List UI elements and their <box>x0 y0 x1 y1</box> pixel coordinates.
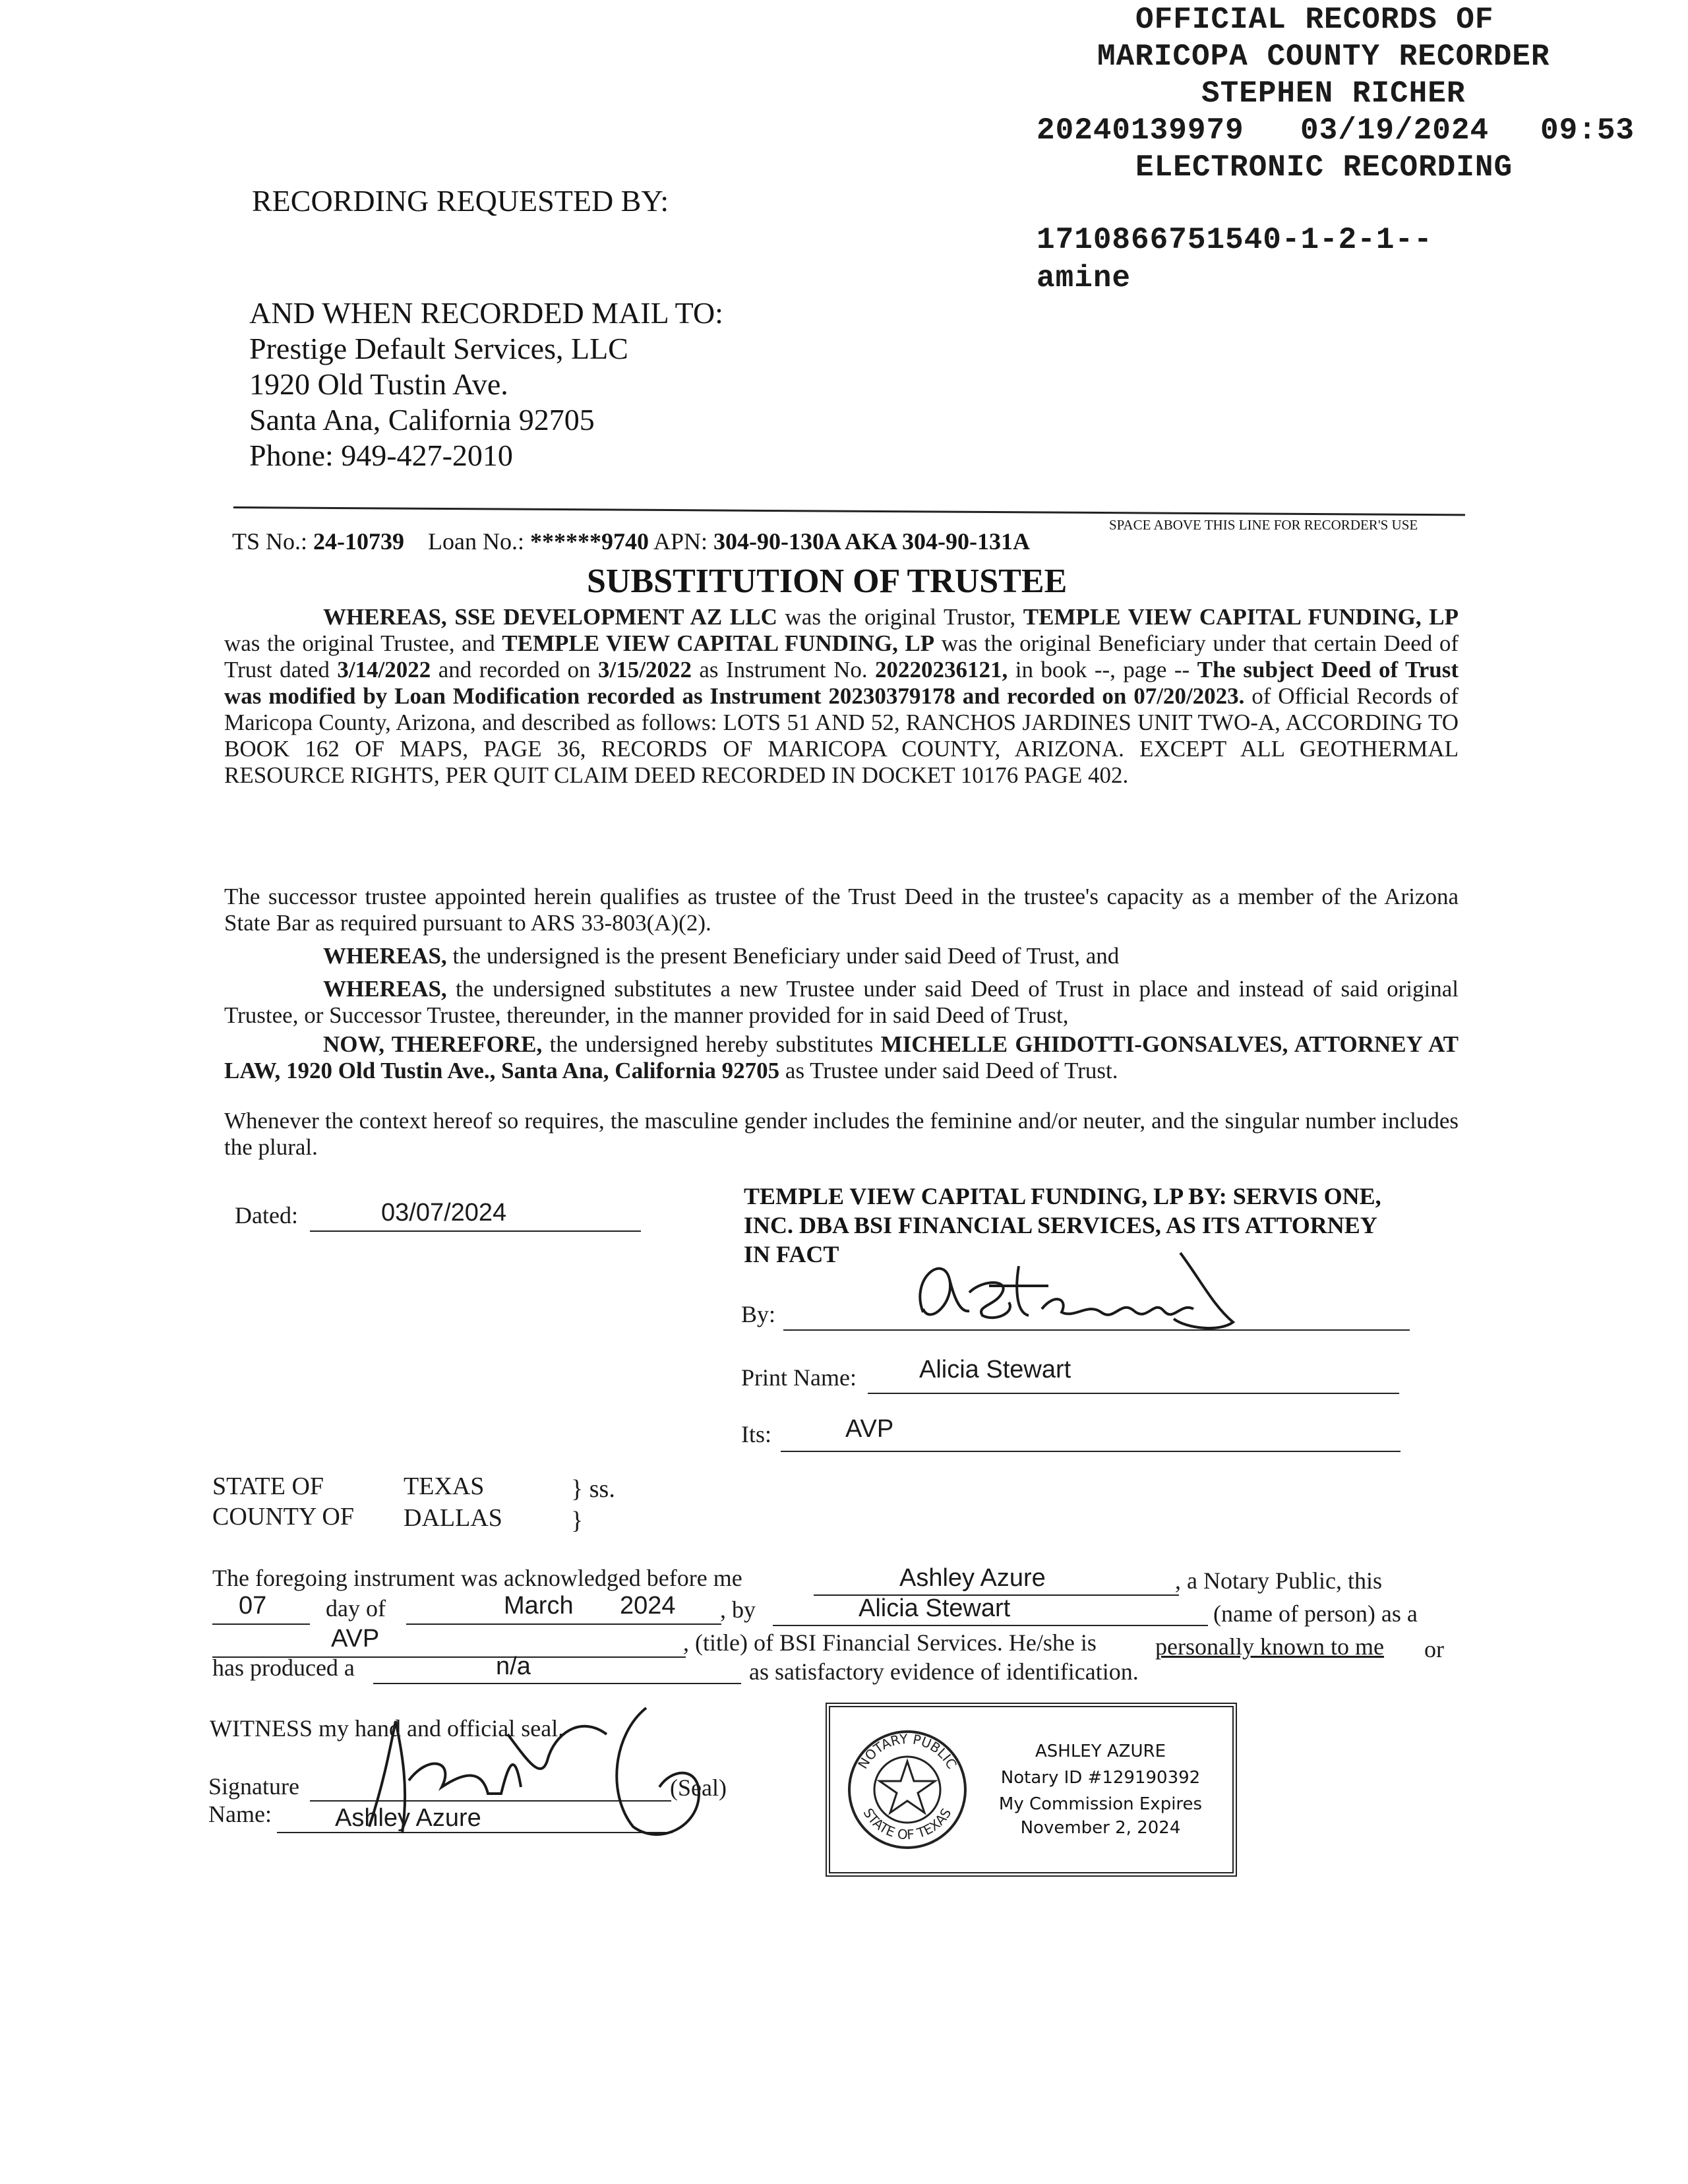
ack-text-2: , a Notary Public, this <box>1175 1567 1382 1594</box>
whereas-2-text: the undersigned is the present Beneficiary under said Deed of Trust, and <box>446 943 1120 969</box>
ack-title: AVP <box>331 1625 380 1653</box>
text-run: as Trustee under said Deed of Trust. <box>779 1058 1118 1083</box>
text-run: the undersigned hereby substitutes <box>542 1031 881 1057</box>
apn-label: APN: <box>653 528 708 555</box>
ack-text-4: , by <box>720 1596 756 1623</box>
person-line <box>773 1625 1208 1626</box>
recorder-time: 09:53 <box>1540 113 1635 148</box>
apn-number: 304-90-130A AKA 304-90-131A <box>713 528 1031 555</box>
mail-to-street: 1920 Old Tustin Ave. <box>249 367 508 401</box>
venue-brace: } <box>571 1507 584 1534</box>
recorder-use-rule <box>233 506 1465 516</box>
instrument-number: 20220236121, <box>875 657 1008 682</box>
by-label: By: <box>741 1301 776 1327</box>
mail-to-phone: Phone: 949-427-2010 <box>249 439 513 472</box>
ack-text-9: as satisfactory evidence of identification. <box>749 1658 1139 1685</box>
name-label: Name: <box>208 1801 272 1827</box>
text-run: in book --, page -- <box>1008 657 1197 682</box>
whereas-paragraphs <box>224 943 1459 1084</box>
recorder-use-label: SPACE ABOVE THIS LINE FOR RECORDER'S USE <box>1109 517 1418 533</box>
loan-label: Loan No.: <box>428 528 524 555</box>
ts-number: 24-10739 <box>313 528 405 555</box>
recording-requested-label: RECORDING REQUESTED BY: <box>252 184 669 218</box>
notary-seal-icon <box>845 1727 970 1852</box>
ack-person: Alicia Stewart <box>859 1594 1011 1622</box>
whereas-1: WHEREAS, <box>323 604 447 630</box>
print-name-line <box>868 1393 1399 1394</box>
whereas-2: WHEREAS, <box>323 943 447 969</box>
recorder-line-2: MARICOPA COUNTY RECORDER <box>1097 40 1550 74</box>
seal-top-text: NOTARY PUBLIC <box>855 1730 960 1772</box>
ack-text-1: The foregoing instrument was acknowledged before me <box>212 1565 742 1591</box>
recorded-date: 3/15/2022 <box>598 657 692 682</box>
whereas-3-text: the undersigned substitutes a new Trustee under said Deed of Trust in place and instead of said original Trustee, or Successor Trustee, thereunder, in the manner provided for in said Deed of Trust, <box>224 976 1459 1028</box>
text-run: and recorded on <box>431 657 598 682</box>
its-value: AVP <box>845 1415 894 1443</box>
its-line <box>781 1451 1401 1452</box>
gender-clause <box>224 1108 1459 1161</box>
ack-text-6: , (title) of BSI Financial Services. He/she is <box>683 1629 1097 1656</box>
recorder-ref-user: amine <box>1037 261 1131 295</box>
mail-to-label: AND WHEN RECORDED MAIL TO: <box>249 296 723 330</box>
now-therefore: NOW, THEREFORE, <box>323 1031 543 1057</box>
print-name-value: Alicia Stewart <box>919 1356 1071 1383</box>
qualification-paragraph <box>224 884 1459 936</box>
ack-month: March <box>504 1592 574 1620</box>
notary-printed-name: Ashley Azure <box>335 1804 481 1832</box>
county-value: DALLAS <box>404 1504 502 1532</box>
recorder-doc-number: 20240139979 <box>1037 113 1244 148</box>
deed-date: 3/14/2022 <box>337 657 431 682</box>
loan-modification: The subject Deed of Trust was modified by Loan Modification recorded as Instrument 20230379178 and recorded on 07/20/2023. <box>224 657 1459 709</box>
witness-text: WITNESS my hand and official seal. <box>210 1715 564 1742</box>
dated-line <box>310 1230 641 1232</box>
mail-to-city: Santa Ana, California 92705 <box>249 403 595 437</box>
recorder-date: 03/19/2024 <box>1300 113 1490 148</box>
original-beneficiary: TEMPLE VIEW CAPITAL FUNDING, LP <box>502 630 935 656</box>
legal-description: of Official Records of Maricopa County, Arizona, and described as follows: LOTS 51 AND 52, RANCHOS JARDINES UNIT TWO-A, ACCORDING TO BOOK 162 OF MAPS, PAGE 36, RECORDS OF MARICOPA COUNTY, ARIZONA. EXCEPT ALL GEOTHERMAL RESOURCE RIGHTS, PER QUIT CLAIM DEED RECORDED IN DOCKET 10176 PAGE 402. <box>224 683 1459 788</box>
seal-bottom-text: STATE OF TEXAS <box>860 1805 955 1843</box>
svg-text:NOTARY PUBLIC <box>855 1731 960 1772</box>
print-name-label: Print Name: <box>741 1364 857 1391</box>
id-line <box>373 1683 741 1684</box>
ack-year: 2024 <box>620 1592 676 1620</box>
dated-value: 03/07/2024 <box>381 1199 507 1227</box>
qualification-text: The successor trustee appointed herein qualifies as trustee of the Trust Deed in the trustee's capacity as a member of the Arizona State Bar as required pursuant to ARS 33-803(A)(2). <box>224 884 1459 936</box>
ack-known: personally known to me <box>1155 1633 1384 1660</box>
stamp-expires: November 2, 2024 <box>1020 1818 1181 1838</box>
recorder-name: STEPHEN RICHER <box>1201 76 1466 111</box>
ack-text-7: or <box>1424 1636 1444 1662</box>
document-title: SUBSTITUTION OF TRUSTEE <box>587 562 1068 600</box>
state-label: STATE OF <box>212 1472 324 1500</box>
stamp-notary-id: Notary ID #129190392 <box>1000 1768 1201 1788</box>
recorder-line-1: OFFICIAL RECORDS OF <box>1135 3 1494 37</box>
original-trustor: SSE DEVELOPMENT AZ LLC <box>454 604 777 630</box>
stamp-commission: My Commission Expires <box>998 1794 1203 1814</box>
ss-label: } ss. <box>571 1475 615 1503</box>
month-line <box>406 1623 721 1625</box>
signing-entity: TEMPLE VIEW CAPITAL FUNDING, LP BY: SERVIS ONE, INC. DBA BSI FINANCIAL SERVICES, AS ITS ATTORNEY IN FACT <box>744 1183 1381 1267</box>
recorder-line-5: ELECTRONIC RECORDING <box>1135 150 1513 185</box>
loan-number: ******9740 <box>529 528 649 555</box>
ids-line <box>232 528 1030 555</box>
new-trustee: MICHELLE GHIDOTTI-GONSALVES, ATTORNEY AT LAW, 1920 Old Tustin Ave., Santa Ana, California 92705 <box>224 1031 1459 1083</box>
ack-text-3: day of <box>326 1595 386 1622</box>
text-run: as Instrument No. <box>691 657 876 682</box>
original-trustee: TEMPLE VIEW CAPITAL FUNDING, LP <box>1023 604 1459 630</box>
gender-clause-text: Whenever the context hereof so requires, the masculine gender includes the feminine and/or neuter, and the singular number includes the plural. <box>224 1108 1459 1160</box>
ack-day: 07 <box>239 1592 267 1620</box>
ack-id: n/a <box>496 1653 531 1680</box>
notary-stamp <box>826 1703 1237 1877</box>
text-run: was the original Trustee, and <box>224 630 502 656</box>
signature-label: Signature <box>208 1773 299 1800</box>
mail-to-name: Prestige Default Services, LLC <box>249 332 628 365</box>
text-run: was the original Trustor, <box>777 604 1023 630</box>
its-label: Its: <box>741 1421 772 1447</box>
state-value: TEXAS <box>404 1472 485 1500</box>
day-line <box>212 1623 310 1625</box>
ack-notary-name: Ashley Azure <box>899 1564 1046 1592</box>
recorder-ref-number: 1710866751540-1-2-1-- <box>1037 223 1433 257</box>
ack-text-8: has produced a <box>212 1654 355 1681</box>
beneficiary-signature <box>903 1240 1246 1345</box>
text-run: was the original Beneficiary under that certain Deed of Trust dated <box>224 630 1459 682</box>
dated-label: Dated: <box>235 1202 298 1228</box>
stamp-notary-name: ASHLEY AZURE <box>1035 1742 1166 1761</box>
whereas-3: WHEREAS, <box>323 976 447 1002</box>
notary-signature <box>330 1695 738 1853</box>
seal-label: (Seal) <box>670 1774 727 1801</box>
ts-label: TS No.: <box>232 528 308 555</box>
recital-paragraph <box>224 604 1459 789</box>
county-label: COUNTY OF <box>212 1503 354 1531</box>
ack-text-5: (name of person) as a <box>1213 1600 1418 1627</box>
